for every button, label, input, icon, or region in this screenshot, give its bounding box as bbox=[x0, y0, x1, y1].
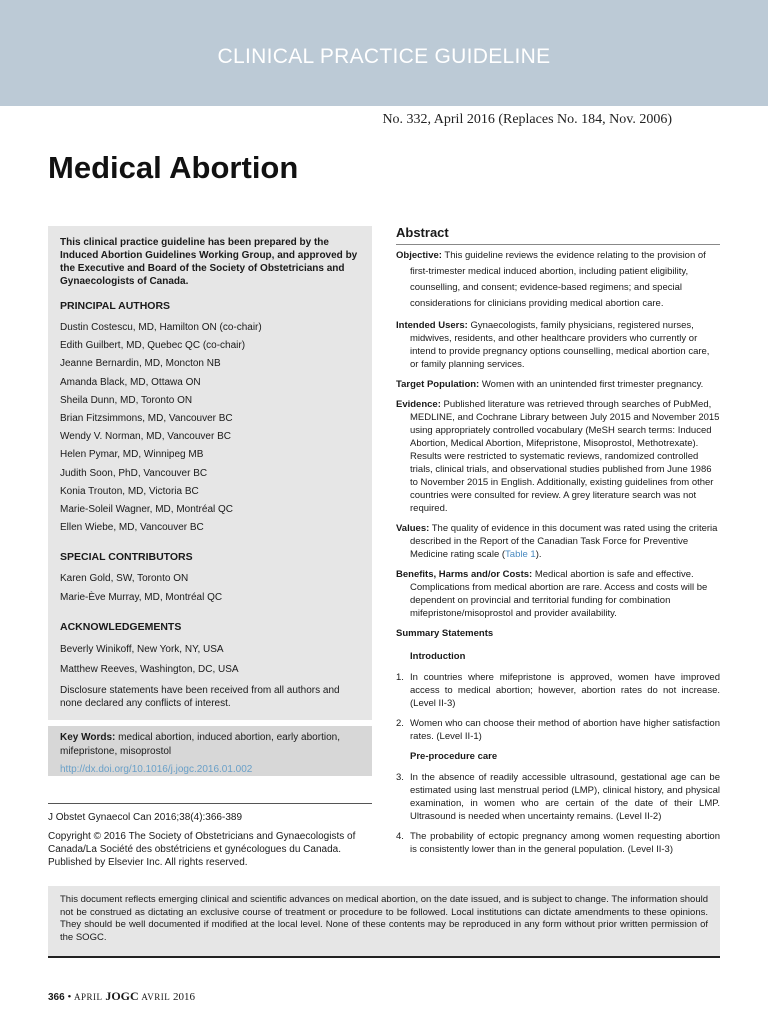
objective-label: Objective: bbox=[396, 250, 442, 261]
statement-number: 3. bbox=[396, 772, 404, 783]
banner-title: CLINICAL PRACTICE GUIDELINE bbox=[217, 45, 551, 68]
principal-authors-heading: PRINCIPAL AUTHORS bbox=[60, 300, 171, 312]
disclosure-statement: Disclosure statements have been received from all authors and none declared any conflicts of interest. bbox=[60, 684, 340, 709]
pre-procedure-heading: Pre-procedure care bbox=[410, 751, 498, 762]
statement-text: In the absence of readily accessible ultrasound, gestational age can be estimated using last menstrual period (LMP), clinical history, and physical examination, in women who are certain of the date of their LMP. Ultrasound is needed when uncertainty remains. (Level II-2) bbox=[410, 772, 720, 822]
intended-users-label: Intended Users: bbox=[396, 320, 468, 331]
summary-statement bbox=[396, 717, 720, 743]
footer-month-fr: AVRIL bbox=[141, 992, 171, 1002]
author-item: Dustin Costescu, MD, Hamilton ON (co-chair) bbox=[60, 322, 262, 333]
issue-number: No. 332, April 2016 (Replaces No. 184, Nov. 2006) bbox=[382, 112, 672, 127]
footer-month-en: APRIL bbox=[74, 992, 103, 1002]
author-item: Amanda Black, MD, Ottawa ON bbox=[60, 376, 201, 388]
special-contributors-list bbox=[60, 570, 360, 606]
author-item: Ellen Wiebe, MD, Vancouver BC bbox=[60, 522, 204, 534]
author-item: Sheila Dunn, MD, Toronto ON bbox=[60, 394, 193, 406]
keywords-text: medical abortion, induced abortion, early abortion, mifepristone, misoprostol bbox=[60, 732, 340, 757]
benefits-label: Benefits, Harms and/or Costs: bbox=[396, 569, 533, 580]
summary-statement bbox=[396, 830, 720, 856]
statement-number: 2. bbox=[396, 718, 404, 729]
benefits-paragraph bbox=[396, 568, 720, 620]
statement-number: 4. bbox=[396, 831, 404, 842]
disclaimer-notice: This document reflects emerging clinical and scientific advances on medical abortion, on the date issued, and is subject to change. The information should not be construed as dictating an exclusive course of treatment or procedure to be followed. Local institutions can dictate amendments to these opinions. They should be well documented if modified at the local level. None of these contents may be reproduced in any form without prior written permission of the SOGC. bbox=[48, 886, 720, 958]
abstract-column bbox=[396, 226, 720, 863]
evidence-text: Published literature was retrieved through searches of PubMed, MEDLINE, and Cochrane Library between July 2015 and November 2015 using appropriately controlled vocabulary (MeSH search terms: Induced Abortion, Medical Abortion, Mifepristone, Misoprostol, Methotrexate). Results were restricted to systematic reviews, randomized controlled trials, clinical trials, and observational studies published from June 1986 to November 2015 in English. Additionally, existing guidelines from other countries were consulted for review. A grey literature search was not required. bbox=[410, 399, 720, 514]
values-paragraph bbox=[396, 522, 720, 561]
acknowledgement-item: Matthew Reeves, Washington, DC, USA bbox=[60, 663, 239, 675]
statement-text: Women who can choose their method of abortion have higher satisfaction rates. (Level II-1) bbox=[410, 718, 720, 742]
authors-panel bbox=[48, 226, 372, 720]
values-label: Values: bbox=[396, 523, 430, 534]
acknowledgement-item: Beverly Winikoff, New York, NY, USA bbox=[60, 643, 224, 655]
values-text-end: ). bbox=[535, 549, 542, 560]
doi-link[interactable]: http://dx.doi.org/10.1016/j.jogc.2016.01.002 bbox=[60, 764, 253, 775]
document-title: Medical Abortion bbox=[48, 150, 299, 185]
evidence-label: Evidence: bbox=[396, 399, 441, 410]
intended-users-text: Gynaecologists, family physicians, registered nurses, midwives, residents, and other healthcare providers who currently or intend to provide pregnancy options counselling, medical abortion care, or family planning services. bbox=[410, 320, 710, 370]
keywords-label: Key Words: bbox=[60, 732, 116, 743]
statement-text: In countries where mifepristone is approved, women have improved access to medical abortion; however, abortion rates do not increase. (Level II-3) bbox=[410, 672, 720, 709]
contributor-item: Karen Gold, SW, Toronto ON bbox=[60, 573, 189, 585]
statement-text: The probability of ectopic pregnancy among women requesting abortion is consistently lower than in the general population. (Level II-3) bbox=[410, 831, 720, 855]
author-item: Judith Soon, PhD, Vancouver BC bbox=[60, 467, 208, 479]
copyright-notice: Copyright © 2016 The Society of Obstetricians and Gynaecologists of Canada/La Société des obstétriciens et gynécologues du Canada. Published by Elsevier Inc. All rights reserved. bbox=[48, 831, 356, 868]
preparation-statement: This clinical practice guideline has been prepared by the Induced Abortion Guidelines Working Group, and approved by the Executive and Board of the Society of Obstetricians and Gynaecologists of Canada. bbox=[60, 237, 358, 287]
header-banner bbox=[0, 0, 768, 106]
footer-bullet: • bbox=[67, 991, 72, 1003]
summary-statement bbox=[396, 771, 720, 823]
special-contributors-heading: SPECIAL CONTRIBUTORS bbox=[60, 551, 193, 564]
values-text: The quality of evidence in this document was rated using the criteria described in the Report of the Canadian Task Force for Preventive Medicine rating scale ( bbox=[410, 523, 718, 560]
intended-users-paragraph bbox=[396, 319, 720, 371]
objective-paragraph bbox=[396, 248, 720, 312]
footer-year: 2016 bbox=[173, 991, 195, 1003]
author-item: Marie-Soleil Wagner, MD, Montréal QC bbox=[60, 504, 234, 516]
principal-authors-list bbox=[60, 319, 360, 537]
objective-text: This guideline reviews the evidence relating to the provision of first-trimester medical induced abortion, including patient eligibility, counselling, and consent; evidence-based regimens; and special considerations for clinicians providing medical abortion care. bbox=[410, 250, 706, 309]
author-item: Jeanne Bernardin, MD, Moncton NB bbox=[60, 358, 221, 370]
target-population-label: Target Population: bbox=[396, 379, 480, 390]
citation-block bbox=[48, 811, 376, 875]
introduction-heading: Introduction bbox=[410, 651, 466, 662]
author-item: Helen Pymar, MD, Winnipeg MB bbox=[60, 449, 204, 461]
table-1-link[interactable]: Table 1 bbox=[505, 549, 536, 560]
keywords-box bbox=[48, 726, 372, 776]
summary-statements-heading: Summary Statements bbox=[396, 628, 494, 639]
evidence-paragraph bbox=[396, 398, 720, 515]
contributor-item: Marie-Ève Murray, MD, Montréal QC bbox=[60, 591, 223, 603]
journal-name: JOGC bbox=[105, 989, 139, 1003]
page-number: 366 bbox=[48, 992, 65, 1003]
author-item: Edith Guilbert, MD, Quebec QC (co-chair) bbox=[60, 340, 246, 352]
citation-divider bbox=[48, 803, 372, 804]
abstract-heading: Abstract bbox=[396, 226, 720, 245]
journal-reference: J Obstet Gynaecol Can 2016;38(4):366-389 bbox=[48, 812, 243, 823]
acknowledgements-heading: ACKNOWLEDGEMENTS bbox=[60, 620, 182, 633]
author-item: Brian Fitzsimmons, MD, Vancouver BC bbox=[60, 413, 233, 425]
target-population-paragraph bbox=[396, 378, 720, 391]
target-population-text: Women with an unintended first trimester pregnancy. bbox=[481, 379, 704, 390]
acknowledgements-list bbox=[60, 640, 360, 680]
benefits-text: Medical abortion is safe and effective. Complications from medical abortion are rare. Access and costs will be dependent on provincial and territorial funding for combination mifepristone/misoprostol and provider availability. bbox=[410, 569, 708, 619]
author-item: Wendy V. Norman, MD, Vancouver BC bbox=[60, 431, 231, 443]
statement-number: 1. bbox=[396, 672, 404, 683]
page-footer bbox=[48, 989, 195, 1004]
summary-statement bbox=[396, 671, 720, 710]
author-item: Konia Trouton, MD, Victoria BC bbox=[60, 485, 199, 497]
